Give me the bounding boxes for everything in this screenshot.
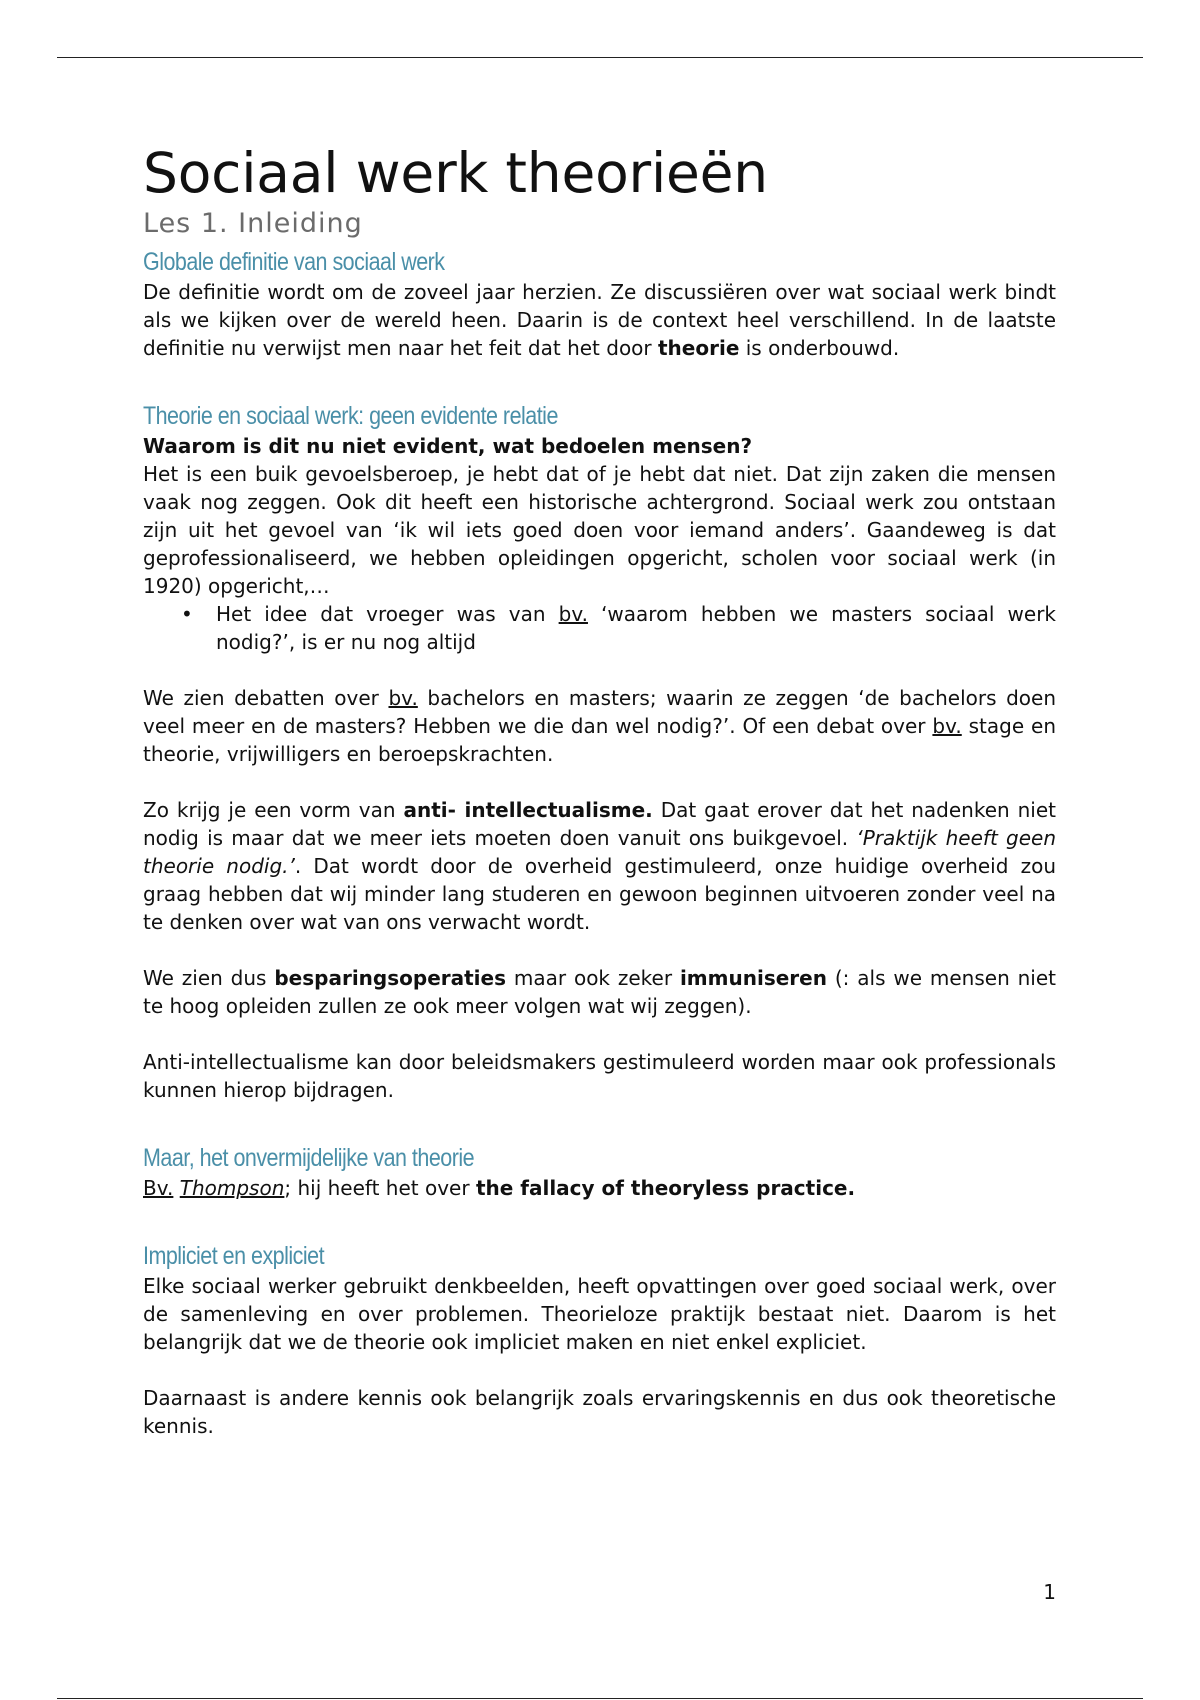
paragraph-denkbeelden: Elke sociaal werker gebruikt denkbeelden, heeft opvattingen over goed sociaal werk, over de samenleving en over problemen. Theorieloze praktijk bestaat niet. Daarom is het belangrijk dat we de theorie ook impliciet maken en niet enkel expliciet. [143, 1274, 1056, 1354]
heading-onvermijdelijke-theorie: Maar, het onvermijdelijke van theorie [143, 1144, 475, 1172]
document-title: Sociaal werk theorieën [143, 141, 768, 205]
text-run: De definitie wordt om de zoveel jaar herzien. Ze discussiëren over wat sociaal werk bindt als we kijken over de wereld heen. Daarin is de context heel verschillend. In de laatste definitie nu verwijst men naar het feit dat het door [143, 280, 1056, 360]
text-run: . Dat wordt door de overheid gestimuleerd, onze huidige overheid zou graag hebben dat wij minder lang studeren en gewoon beginnen uitvoeren zonder veel na te denken over wat van ons verwacht wordt. [143, 854, 1056, 934]
heading-impliciet-expliciet: Impliciet en expliciet [143, 1242, 325, 1270]
bold-term-theorie: theorie [658, 336, 740, 360]
text-run: (: als we mensen niet te hoog opleiden zullen ze ook meer volgen wat wij zeggen). [143, 966, 1056, 1018]
bottom-rule [57, 1698, 1143, 1699]
bold-term-besparingsoperaties: besparingsoperaties [274, 966, 506, 990]
bold-term-immuniseren: immuniseren [679, 966, 827, 990]
text-run: bachelors en masters; waarin ze zeggen ‘de bachelors doen veel meer en de masters? Hebben we die dan wel nodig?’. Of een debat over [143, 686, 1056, 738]
paragraph-anti-intellectualisme [143, 796, 1056, 936]
abbr-bv: bv. [388, 686, 418, 710]
paragraph-thompson [143, 1174, 1056, 1202]
list-item [181, 600, 1056, 656]
bullet-list [143, 600, 1056, 656]
paragraph-debatten [143, 684, 1056, 768]
bold-question: Waarom is dit nu niet evident, wat bedoelen mensen? [143, 434, 753, 458]
heading-theorie-en-sociaal-werk: Theorie en sociaal werk: geen evidente relatie [143, 402, 558, 430]
text-run: Dat gaat erover dat het nadenken niet nodig is maar dat we meer iets moeten doen vanuit ons buikgevoel. [143, 798, 1056, 850]
author-name-italic: Thompson [179, 1176, 285, 1200]
bold-phrase-fallacy: the fallacy of theoryless practice. [475, 1176, 856, 1200]
text-run: is onderbouwd. [739, 336, 900, 360]
text-run: ; hij heeft het over [284, 1176, 476, 1200]
text-run: Zo krijg je een vorm van [143, 798, 404, 822]
bullet-dot: • [181, 602, 193, 626]
italic-quote: ‘Praktijk heeft geen theorie nodig.’ [143, 826, 1056, 878]
text-run: stage en theorie, vrijwilligers en beroepskrachten. [143, 714, 1056, 766]
text-run: We zien debatten over [143, 686, 389, 710]
page-content [143, 140, 1056, 1440]
text-run: maar ook zeker [506, 966, 680, 990]
document-subtitle: Les 1. Inleiding [143, 208, 363, 239]
paragraph-besparingsoperaties [143, 964, 1056, 1020]
bold-term-anti-intellectualisme: anti- intellectualisme. [403, 798, 653, 822]
text-run: ‘waarom hebben we masters sociaal werk nodig?’, is er nu nog altijd [216, 602, 1056, 654]
abbr-bv: bv. [932, 714, 962, 738]
paragraph-ervaringskennis: Daarnaast is andere kennis ook belangrijk zoals ervaringskennis en dus ook theoretische kennis. [143, 1386, 1056, 1438]
paragraph-gevoelsberoep: Het is een buik gevoelsberoep, je hebt dat of je hebt dat niet. Dat zijn zaken die mensen vaak nog zeggen. Ook dit heeft een historische achtergrond. Sociaal werk zou ontstaan zijn uit het gevoel van ‘ik wil iets goed doen voor iemand anders’. Gaandeweg is dat geprofessionaliseerd, we hebben opleidingen opgericht, scholen voor sociaal werk (in 1920) opgericht,… [143, 462, 1056, 598]
abbr-bv: bv. [558, 602, 588, 626]
paragraph-definitie [143, 278, 1056, 362]
page-number: 1 [1043, 1580, 1056, 1604]
heading-globale-definitie: Globale definitie van sociaal werk [143, 248, 445, 276]
text-run: We zien dus [143, 966, 275, 990]
question-line [143, 432, 1056, 460]
abbr-bv: Bv. [143, 1176, 174, 1200]
top-rule [57, 57, 1143, 58]
text-run: Het idee dat vroeger was van [216, 602, 559, 626]
paragraph-beleidsmakers: Anti-intellectualisme kan door beleidsmakers gestimuleerd worden maar ook professionals kunnen hierop bijdragen. [143, 1050, 1056, 1102]
author-name [180, 1176, 285, 1200]
